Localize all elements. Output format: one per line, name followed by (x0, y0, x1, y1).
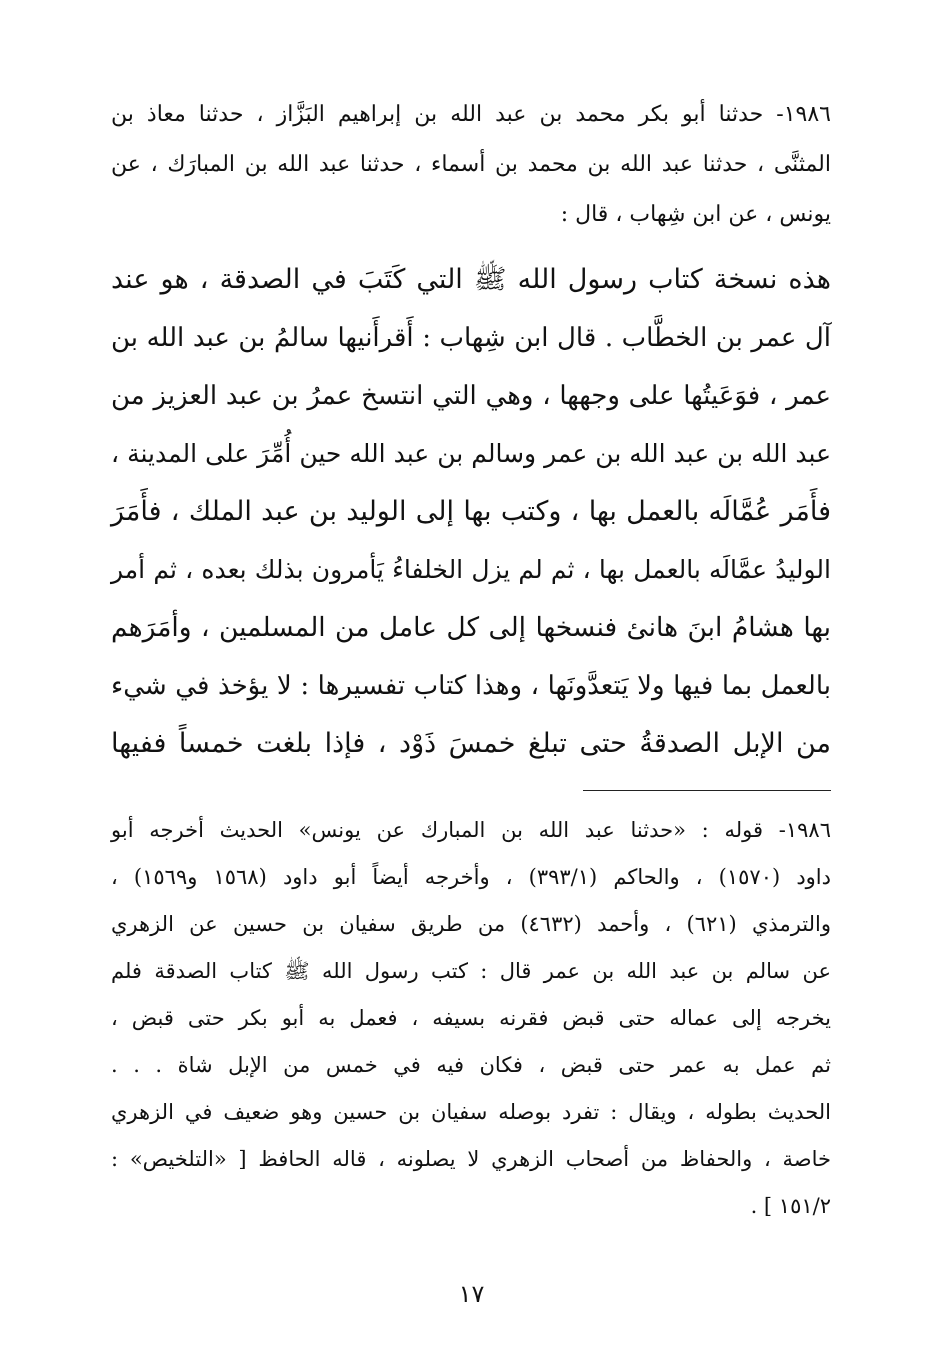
main-text-line: هذه نسخة كتاب رسول الله ﷺ التي كَتَبَ في الصدقة ، هو عند (111, 264, 831, 295)
main-text-line: عبد الله بن عبد الله بن عمر وسالم بن عبد الله حين أُمِّرَ على المدينة ، (111, 439, 831, 468)
main-text-line: من الإبل الصدقةُ حتى تبلغ خمسَ ذَوْد ، فإذا بلغت خمساً ففيها (111, 728, 831, 759)
chain-line: المثنَّى ، حدثنا عبد الله بن محمد بن أسماء ، حدثنا عبد الله بن المبارَك ، عن (111, 152, 831, 177)
main-text-line: عمر ، فوَعَيتُها على وجهها ، وهي التي انتسخ عمرُ بن عبد العزيز من (111, 381, 831, 411)
main-text-line: الوليدُ عمَّالَه بالعمل بها ، ثم لم يزل الخلفاءُ يَأمرون بذلك بعده ، ثم أمر (111, 555, 831, 584)
footnote-line: خاصة ، والحفاظ من أصحاب الزهري لا يصلونه ، قاله الحافظ [ «التلخيص» : (111, 1147, 831, 1171)
footnote-line: والترمذي (٦٢١) ، وأحمد (٤٦٣٢) من طريق سفيان بن حسين عن الزهري (111, 912, 831, 936)
footnote-line: ثم عمل به عمر حتى قبض ، فكان فيه في خمس من الإبل شاة . . . (111, 1053, 831, 1077)
footnote-line: ١٩٨٦- قوله : «حدثنا عبد الله بن المبارك عن يونس» الحديث أخرجه أبو (111, 818, 831, 842)
footnote-line: عن سالم بن عبد الله بن عمر قال : كتب رسول الله ﷺ كتاب الصدقة فلم (111, 959, 831, 983)
main-text-line: آل عمر بن الخطَّاب . قال ابن شِهاب : أَقرأَنيها سالمُ بن عبد الله بن (111, 323, 831, 353)
chain-line: يونس ، عن ابن شِهاب ، قال : (560, 202, 831, 227)
chain-line: ١٩٨٦- حدثنا أبو بكر محمد بن عبد الله بن إبراهيم البَزَّاز ، حدثنا معاذ بن (111, 102, 831, 127)
footnote-line: الحديث بطوله ، ويقال : تفرد بوصله سفيان بن حسين وهو ضعيف في الزهري (111, 1100, 831, 1124)
page-number: ١٧ (458, 1280, 485, 1308)
footnote-line: ١٥١/٢ ] . (750, 1194, 831, 1218)
footnote-divider (583, 790, 831, 791)
footnote-line: داود (١٥٧٠) ، والحاكم (٣٩٣/١) ، وأخرجه أيضاً أبو داود (١٥٦٨ و١٥٦٩) ، (111, 865, 831, 889)
main-text-line: فأَمَر عُمَّالَه بالعمل بها ، وكتب بها إلى الوليد بن عبد الملك ، فأَمَرَ (111, 496, 831, 527)
main-text-line: بالعمل بما فيها ولا يَتعدَّونَها ، وهذا كتاب تفسيرها : لا يؤخذ في شيء (111, 671, 831, 701)
main-text-line: بها هشامُ ابنَ هانئ فنسخها إلى كل عامل من المسلمين ، وأمَرَهم (111, 612, 831, 643)
footnote-line: يخرجه إلى عماله حتى قبض فقرنه بسيفه ، فعمل به أبو بكر حتى قبض ، (111, 1006, 831, 1030)
